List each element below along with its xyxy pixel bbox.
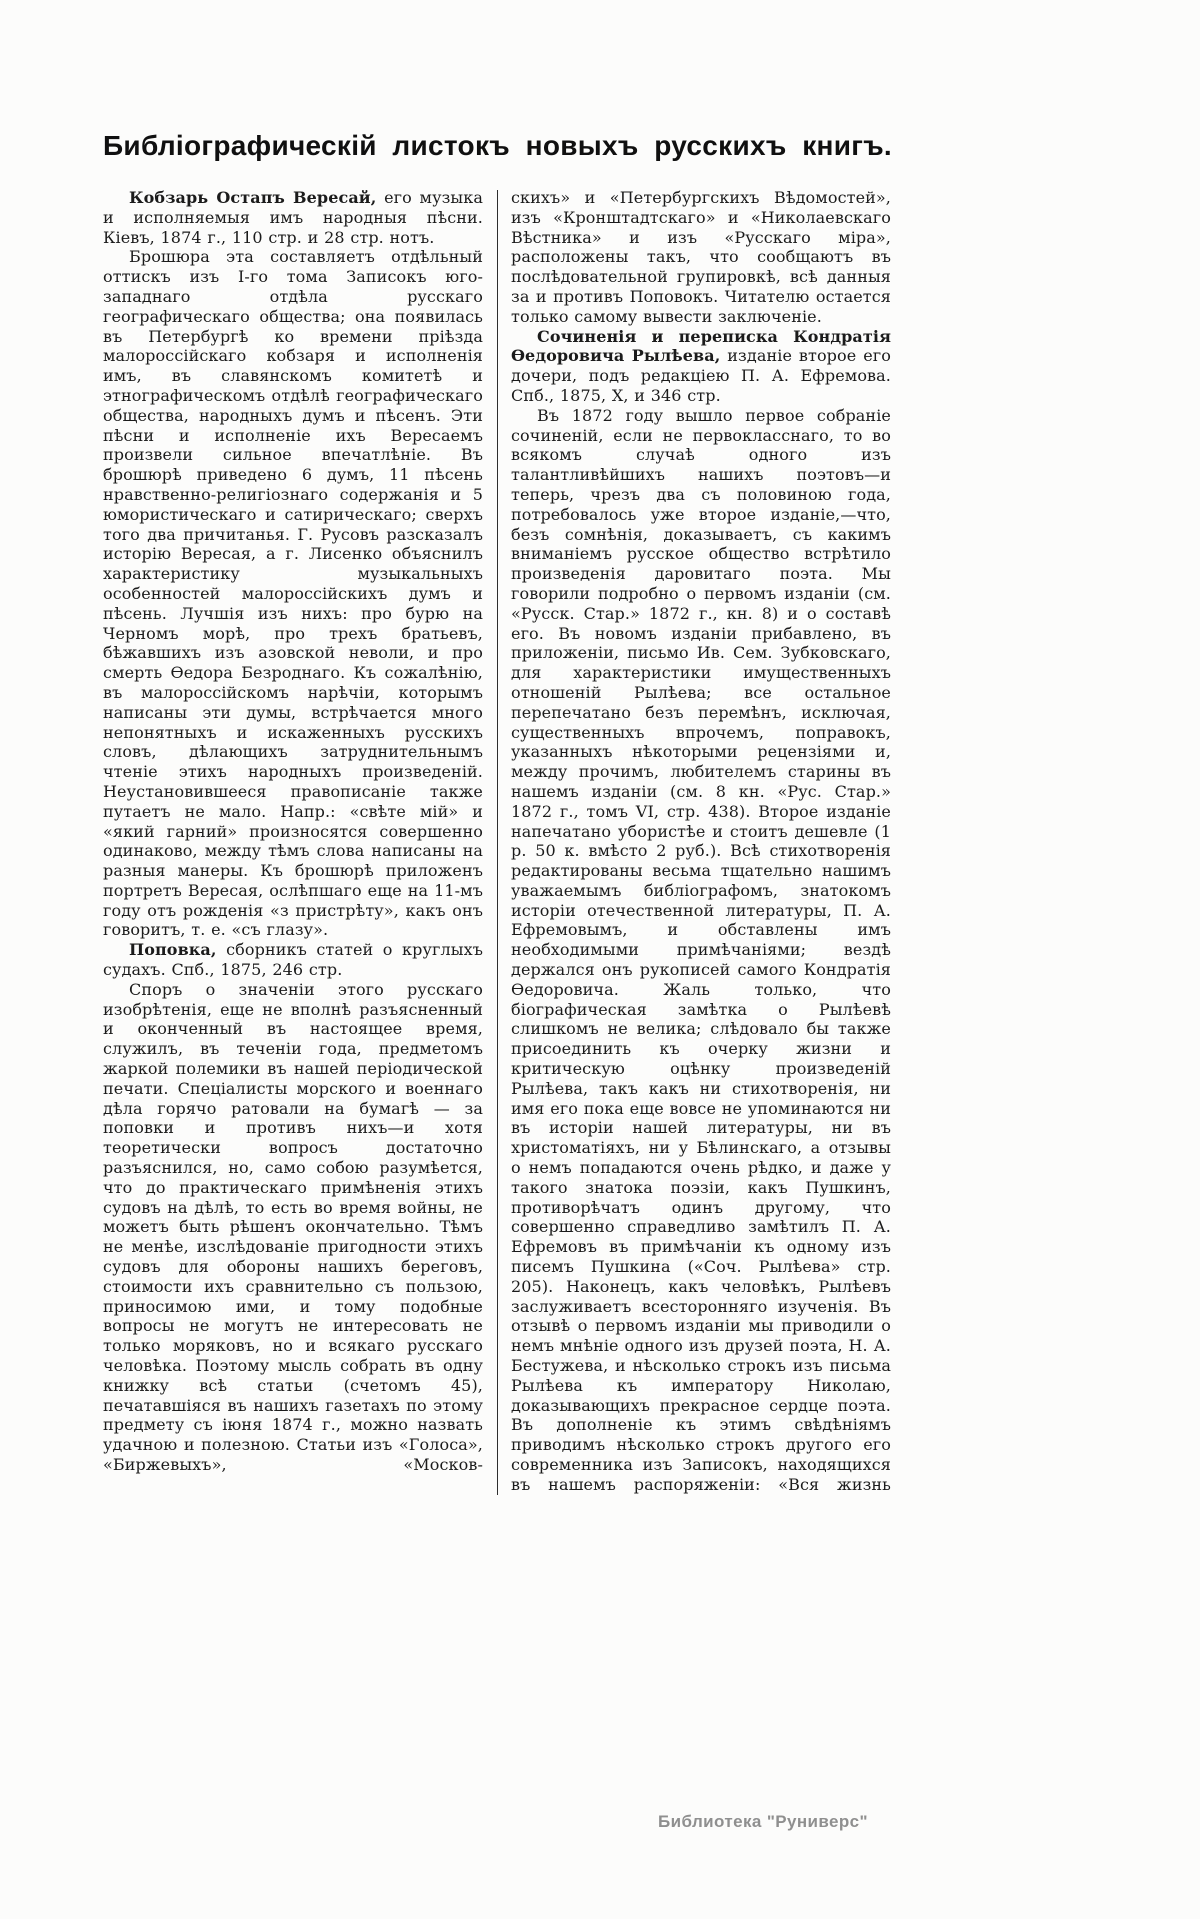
library-watermark: Библиотека "Руниверс" (658, 1812, 868, 1831)
entry-popovka-title: Поповка, (129, 940, 217, 960)
entry-kobzar-heading (103, 188, 483, 247)
entry-ryleev-review: Въ 1872 году вышло первое собраніе сочиненій, если не первокласснаго, то во всякомъ случаѣ одного изъ талантливѣйшихъ нашихъ поэтовъ—и теперь, чрезъ два съ половиною года, потребовалось уже второе изданіе,—что, безъ сомнѣнія, доказываетъ, съ какимъ вниманіемъ русское общество встрѣтило произведенія даровитаго поэта. Мы говорили подробно о первомъ изданіи (см. «Русск. Стар.» 1872 г., кн. 8) и о составѣ его. Въ новомъ изданіи прибавлено, въ приложеніи, письмо Ив. Сем. Зубковскаго, для характеристики имущественныхъ отношеній Рылѣева; все остальное перепечатано безъ перемѣнъ, исключая, существенныхъ впрочемъ, поправокъ, указанныхъ нѣкоторыми рецензіями и, между прочимъ, любителемъ старины въ нашемъ изданіи (см. 8 кн. «Рус. Стар.» 1872 г., томъ VI, стр. 438). Второе изданіе напечатано убористѣе и стоитъ дешевле (1 р. 50 к. вмѣсто 2 руб.). Всѣ стихотворенія редактированы весьма тщательно нашимъ уважаемымъ библіографомъ, знатокомъ исторіи отечественной литературы, П. А. Ефремовымъ, и обставлены имъ необходимыми примѣчаніями; вездѣ держался онъ рукописей самого Кондратія Ѳедоровича. Жаль только, что біографическая замѣтка о Рылѣевѣ слишкомъ не велика; слѣдовало бы также присоединить къ очерку жизни и критическую оцѣнку произведеній Рылѣева, такъ какъ ни стихотворенія, ни имя его пока еще вовсе не упоминаются ни въ исторіи нашей литературы, ни въ христоматіяхъ, ни у Бѣлинскаго, а отзывы о немъ попадаются очень рѣдко, и даже у такого знатока поэзіи, какъ Пушкинъ, противорѣчатъ одинъ другому, что совершенно справедливо замѣтилъ П. А. Ефремовъ въ примѣчаніи къ одному изъ писемъ Пушкина («Соч. Рылѣева» стр. 205). Наконецъ, какъ человѣкъ, Рылѣевъ заслуживаетъ всесторонняго изученія. Въ отзывѣ о первомъ изданіи мы приводили о немъ мнѣніе одного изъ друзей поэта, Н. А. Бестужева, и нѣсколько строкъ изъ письма Рылѣева къ императору Николаю, доказывающихъ прекрасное сердце поэта. Въ дополненіе къ этимъ свѣдѣніямъ приводимъ нѣсколько строкъ другого его современника изъ Записокъ, находящихся въ нашемъ распоряженіи: «Вся жизнь (511, 405, 891, 1494)
entry-ryleev-details: изданіе второе его дочери, подъ редакціею П. А. Ефремова. Спб., 1875, X, и 346 стр. (511, 346, 891, 405)
entry-ryleev-title: Сочиненія и переписка Кондратія Ѳедоровича Рылѣева, (511, 326, 891, 366)
entry-kobzar-details: его музыка и исполняемыя имъ народныя пѣсни. Кіевъ, 1874 г., 110 стр. и 28 стр. нотъ. (103, 188, 483, 247)
entry-kobzar-title: Кобзарь Остапъ Вересай, (129, 188, 377, 207)
entry-popovka-heading (103, 940, 483, 980)
entry-ryleev-heading (511, 327, 891, 406)
continuation-paragraph: скихъ» и «Петербургскихъ Вѣдомостей», изъ «Кронштадтскаго» и «Николаевскаго Вѣстника» и изъ «Русскаго міра», расположены такъ, что сообщаютъ въ послѣдовательной групировкѣ, всѣ данныя за и противъ Поповокъ. Читателю остается только самому вывести заключеніе. (511, 188, 891, 326)
two-column-layout (103, 188, 892, 1495)
column-divider (497, 190, 498, 1495)
page-title: Библіографическій листокъ новыхъ русскихъ книгъ. (103, 130, 892, 161)
entry-popovka-review: Споръ о значеніи этого русскаго изобрѣтенія, еще не вполнѣ разъясненный и оконченный въ настоящее время, служилъ, въ теченіи года, предметомъ жаркой полемики въ нашей періодической печати. Спеціалисты морского и военнаго дѣла горячо ратовали на бумагѣ — за поповки и противъ нихъ—и хотя теоретически вопросъ достаточно разъяснился, но, само собою разумѣется, что до практическаго примѣненія этихъ судовъ на дѣлѣ, то есть во время войны, не можетъ быть рѣшенъ окончательно. Тѣмъ не менѣе, изслѣдованіе пригодности этихъ судовъ для обороны нашихъ береговъ, стоимости ихъ сравнительно съ пользою, приносимою ими, и тому подобные вопросы не могутъ не интересовать не только моряковъ, но и всякаго русскаго человѣка. Поэтому мысль собрать въ одну книжку всѣ статьи (счетомъ 45), печатавшіяся въ нашихъ газетахъ по этому предмету съ іюня 1874 г., можно назвать удачною и полезною. Статьи изъ «Голоса», «Биржевыхъ», «Москов- (103, 979, 483, 1474)
scanned-page (103, 130, 892, 1495)
entry-kobzar-review: Брошюра эта составляетъ отдѣльный оттискъ изъ I-го тома Записокъ юго-западнаго отдѣла русскаго географическаго общества; она появилась въ Петербургѣ ко времени пріѣзда малороссійскаго кобзаря и исполненія имъ, въ славянскомъ комитетѣ и этнографическомъ отдѣлѣ географическаго общества, народныхъ думъ и пѣсенъ. Эти пѣсни и исполненіе ихъ Вересаемъ произвели сильное впечатлѣніе. Въ брошюрѣ приведено 6 думъ, 11 пѣсень нравственно-религіознаго содержанія и 5 юмористическаго и сатирическаго; сверхъ того два причитанья. Г. Русовъ разсказалъ исторію Вересая, а г. Лисенко объяснилъ характеристику музыкальныхъ особенностей малороссійскихъ думъ и пѣсень. Лучшія изъ нихъ: про бурю на Черномъ морѣ, про трехъ братьевъ, бѣжавшихъ изъ азовской неволи, и про смерть Ѳедора Безроднаго. Къ сожалѣнію, въ малороссійскомъ нарѣчіи, которымъ написаны эти думы, встрѣчается много непонятныхъ и искаженныхъ русскихъ словъ, дѣлающихъ затруднительнымъ чтеніе этихъ народныхъ произведеній. Неустановившееся правописаніе также путаетъ не мало. Напр.: «свѣте мій» и «який гарний» произносятся совершенно одинаково, между тѣмъ слова написаны на разныя манеры. Къ брошюрѣ приложенъ портретъ Вересая, ослѣпшаго еще на 11-мъ году отъ рожденія «з пристрѣту», какъ онъ говоритъ, т. е. «съ глазу». (103, 247, 483, 940)
entry-popovka-details: сборникъ статей о круглыхъ судахъ. Спб., 1875, 246 стр. (103, 940, 483, 980)
column-right (511, 188, 891, 1495)
column-left (103, 188, 483, 1495)
